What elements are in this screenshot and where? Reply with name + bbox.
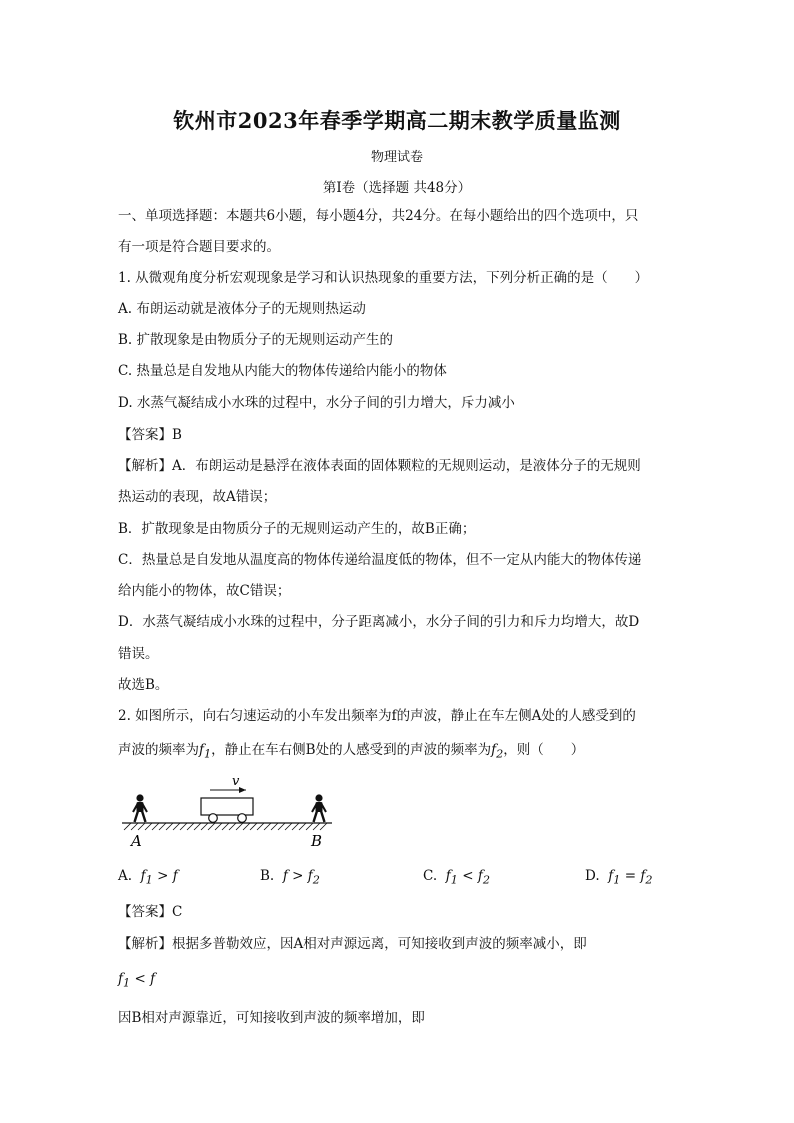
velocity-arrow-head bbox=[239, 787, 246, 793]
question-2-analysis-line: 【解析】根据多普勒效应，因A相对声源远离，可知接收到声波的频率减小，即 bbox=[118, 936, 587, 952]
question-1-analysis-line: 故选B。 bbox=[118, 677, 169, 693]
question-2-stem-text: ，静止在车右侧B处的人感受到的声波的频率为 bbox=[211, 742, 492, 758]
question-2-stem-text: ，则（ ） bbox=[503, 742, 585, 758]
label-b: B bbox=[311, 832, 323, 850]
question-2-option-c: C. $f_1 < f_2$ bbox=[423, 868, 490, 887]
cart-body bbox=[201, 798, 253, 815]
question-2-answer: 【答案】C bbox=[118, 904, 183, 920]
velocity-label: v bbox=[232, 774, 240, 789]
question-2-option-d: D. $f_1 = f_2$ bbox=[585, 868, 653, 887]
question-1-analysis-line: 热运动的表现，故A错误； bbox=[118, 489, 277, 505]
question-1-option-a: A. 布朗运动就是液体分子的无规则热运动 bbox=[118, 301, 366, 317]
f1-symbol: $f_1$ bbox=[199, 742, 212, 761]
page-title: 钦州市2023年春季学期高二期末教学质量监测 bbox=[173, 108, 621, 133]
subject-title: 物理试卷 bbox=[370, 150, 423, 165]
doppler-figure bbox=[118, 768, 348, 854]
cart-wheel-left bbox=[209, 814, 218, 823]
question-1-analysis-line: B．扩散现象是由物质分子的无规则运动产生的，故B正确； bbox=[118, 521, 476, 537]
question-2-stem-line-2 bbox=[118, 740, 584, 765]
question-1-option-c: C. 热量总是自发地从内能大的物体传递给内能小的物体 bbox=[118, 363, 447, 379]
question-1-option-b: B. 扩散现象是由物质分子的无规则运动产生的 bbox=[118, 332, 394, 348]
question-2-equation: $f_1 < f$ bbox=[118, 971, 156, 990]
f2-symbol: $f_2$ bbox=[491, 742, 504, 761]
question-1-analysis-line: 错误。 bbox=[118, 646, 159, 662]
question-1-analysis-line: 【解析】A．布朗运动是悬浮在液体表面的固体颗粒的无规则运动，是液体分子的无规则 bbox=[118, 458, 641, 474]
question-1-analysis-line: D．水蒸气凝结成小水珠的过程中，分子距离减小，水分子间的引力和斥力均增大，故D bbox=[118, 614, 640, 630]
label-a: A bbox=[131, 832, 142, 850]
section-instruction-line-2: 有一项是符合题目要求的。 bbox=[118, 239, 280, 255]
question-1-analysis-line: C．热量总是自发地从温度高的物体传递给温度低的物体，但不一定从内能大的物体传递 bbox=[118, 552, 642, 568]
question-1-stem: 1. 从微观角度分析宏观现象是学习和认识热现象的重要方法，下列分析正确的是（ ） bbox=[118, 270, 649, 286]
cart-wheel-right bbox=[238, 814, 247, 823]
ground-hatching bbox=[124, 823, 327, 830]
question-2-analysis-line: 因B相对声源靠近，可知接收到声波的频率增加，即 bbox=[118, 1010, 425, 1026]
question-1-analysis-line: 给内能小的物体，故C错误； bbox=[118, 583, 291, 599]
question-2-stem-line-1: 2. 如图所示，向右匀速运动的小车发出频率为f的声波，静止在车左侧A处的人感受到的 bbox=[118, 708, 636, 724]
volume-heading: 第I卷（选择题 共48分） bbox=[322, 180, 472, 196]
question-1-option-d: D. 水蒸气凝结成小水珠的过程中，水分子间的引力增大，斥力减小 bbox=[118, 395, 515, 411]
person-b-icon bbox=[312, 794, 326, 822]
section-instruction-line-1: 一、单项选择题：本题共6小题，每小题4分，共24分。在每小题给出的四个选项中，只 bbox=[118, 208, 639, 224]
question-2-stem-text: 声波的频率为 bbox=[118, 742, 199, 758]
question-2-option-a: A. $f_1 > f$ bbox=[118, 868, 178, 887]
question-2-option-b: B. $f > f_2$ bbox=[260, 868, 320, 887]
person-a-icon bbox=[133, 794, 147, 822]
question-1-answer: 【答案】B bbox=[118, 427, 182, 443]
